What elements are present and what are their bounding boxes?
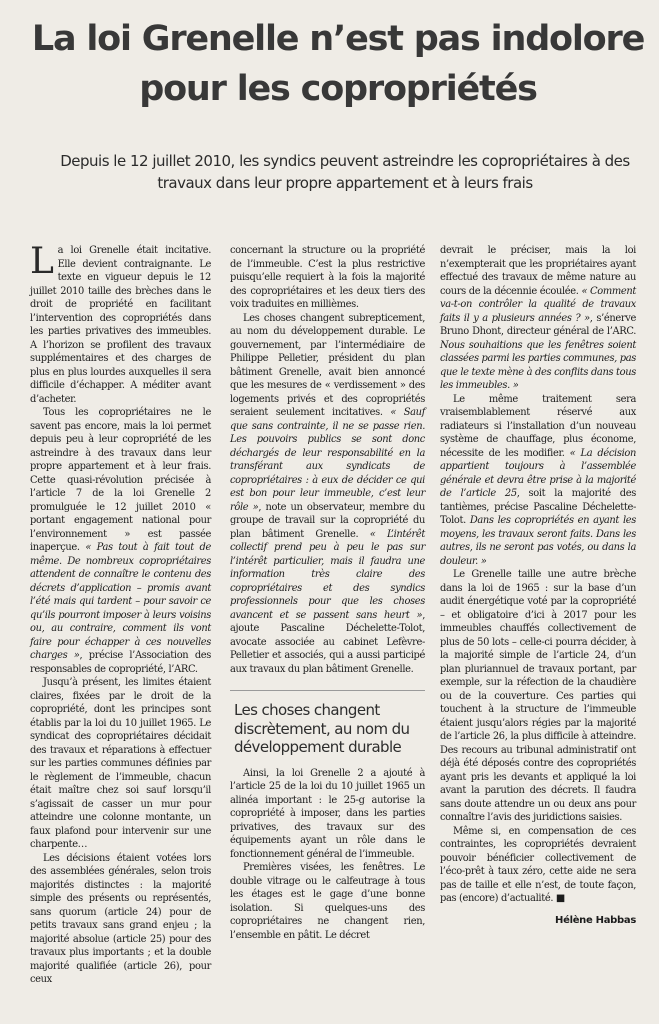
quote: « Sauf que sans contrainte, il ne se passe rien. Les pouvoirs publics se sont donc déchargés de leur responsabilité en la transférant aux syndicats de copropriétaires : à eux de décider ce qui est bon pour leur immeuble, c’est leur rôle »	[230, 407, 425, 513]
paragraph: Premières visées, les fenêtres. Le double vitrage ou le calfeutrage à tous les étages est le gage d’une bonne isolation. Si quelques-uns des copropriétaires ne changent rien, l’ensemble en pâtit. Le décret	[230, 862, 425, 941]
paragraph: La loi Grenelle était incitative. Elle devient contraignante. Le texte en vigueur depuis le 12 juillet 2010 taille des brèches dans le droit de propriété en facilitant l’intervention des copropriétés dans les parties privatives des immeubles. A l’horizon se profilent des travaux supplémentaires et des charges de plus en plus lourdes auxquelles il sera difficile d’échapper. A méditer avant d’acheter.	[30, 241, 211, 405]
paragraph: Le même traitement sera vraisemblablement réservé aux radiateurs si l’installation d’un nouveau système de chauffage, plus économe, nécessite de les modifier. « La décision appartient toujours à l’assemblée générale et devra être prise à la majorité de l’article 25, soit la majorité des tantièmes, précise Pascaline Déchelette-Tolot. Dans les copropriétés en ayant les moyens, les travaux seront faits. Dans les autres, ils ne seront pas votés, ou dans la douleur. »	[440, 393, 636, 567]
quote: « L’intérêt collectif prend peu à peu le pas sur l’intérêt particulier, mais il faudra une information très claire des copropriétaires et des syndics professionnels pour que les choses avancent et se passent sans heurt »	[230, 528, 425, 621]
paragraph: Les décisions étaient votées lors des assemblées générales, selon trois majorités distinctes : la majorité simple des présents ou représentés, sans quorum (article 24) pour de petits travaux sans grand enjeu ; la majorité absolue (article 25) pour des travaux plus importants ; et la double majorité qualifiée (article 26), pour ceux	[30, 852, 211, 985]
drop-cap: L	[30, 241, 54, 282]
quote: « Pas tout à fait tout de même. De nombreux copropriétaires attendent de connaître le contenu des décrets d’application – promis avant l’été mais qui tardent – pour savoir ce qu’ils pourront imposer à leurs voisins ou, au contraire, comment ils vont faire pour échapper à ces nouvelles charges »	[30, 542, 211, 661]
paragraph: Les choses changent subrepticement, au nom du développement durable. Le gouvernement, par l’intermédiaire de Philippe Pelletier, président du plan bâtiment Grenelle, avait bien annoncé que les mesures de « verdissement » des logements privés et des copropriétés seraient seulement incitatives. « Sauf que sans contrainte, il ne se passe rien. Les pouvoirs publics se sont donc déchargés de leur responsabilité en la transférant aux syndicats de copropriétaires : à eux de décider ce qui est bon pour leur immeuble, c’est leur rôle », note un observateur, membre du groupe de travail sur la copropriété du plan bâtiment Grenelle. « L’intérêt collectif prend peu à peu le pas sur l’intérêt particulier, mais il faudra une information très claire des copropriétaires et des syndics professionnels pour que les choses avancent et se passent sans heurt », ajoute Pascaline Déchelette-Tolot, avocate associée au cabinet Lefèvre-Pelletier et associés, qui a aussi participé aux travaux du plan bâtiment Grenelle.	[230, 312, 426, 675]
headline: La loi Grenelle n’est pas indolore pour les copropriétés	[31, 19, 645, 109]
article-column-3	[440, 244, 636, 927]
paragraph: devrait le préciser, mais la loi n’exempterait que les propriétaires ayant effectué des travaux de même nature au cours de la décennie écoulée. « Comment va-t-on contrôler la qualité de travaux faits il y a plusieurs années ? », s’énerve Bruno Dhont, directeur général de l’ARC. Nous souhaitions que les fenêtres soient classées parmi les parties communes, pas que le texte mène à des conflits dans tous les immeubles. »	[440, 245, 636, 391]
crosshead: Les choses changent discrètement, au nom du développement durable	[230, 690, 425, 757]
byline: Hélène Habbas	[555, 914, 636, 926]
quote: « La décision appartient toujours à l’assemblée générale et devra être prise à la majorité de l’article 25	[440, 447, 636, 499]
article-column-2	[230, 244, 425, 942]
paragraph: Tous les copropriétaires ne le savent pas encore, mais la loi permet depuis peu à leur copropriété de les astreindre à des travaux dans leur propre appartement et à leur frais. Cette quasi-révolution précisée à l’article 7 de la loi Grenelle 2 promulguée le 12 juillet 2010 « portant engagement national pour l’environnement » est passée inaperçue. « Pas tout à fait tout de même. De nombreux copropriétaires attendent de connaître le contenu des décrets d’application – promis avant l’été mais qui tardent – pour savoir ce qu’ils pourront imposer à leurs voisins ou, au contraire, comment ils vont faire pour échapper à ces nouvelles charges », précise l’Association des responsables de copropriété, l’ARC.	[30, 407, 212, 675]
paragraph: concernant la structure ou la propriété de l’immeuble. C’est la plus restrictive puisqu’elle requiert à la fois la majorité des copropriétaires et les deux tiers des voix traduites en millièmes.	[230, 245, 425, 310]
article-column-1	[30, 241, 212, 987]
paragraph: Même si, en compensation de ces contraintes, les copropriétés devraient pouvoir bénéficier collectivement de l’éco-prêt à taux zéro, cette aide ne sera pas de taille et elle n’est, de toute façon, pas (encore) d’actualité. ■	[440, 825, 636, 904]
paragraph: Le Grenelle taille une autre brèche dans la loi de 1965 : sur la base d’un audit énergétique voté par la copropriété – et obligatoire d’ici à 2017 pour les immeubles chauffés collectivement de plus de 50 lots – celle-ci pourra décider, à la majorité simple de l’article 24, d’un plan pluriannuel de travaux portant, par exemple, sur la réfection de la chaudière ou de la couverture. Ces parties qui touchent à la structure de l’immeuble étaient jusqu’alors régies par la majorité de l’article 26, la plus difficile à atteindre. Des recours au tribunal administratif ont déjà été déposés contre des copropriétés ayant pris les devants et appliqué la loi avant la parution des décrets. Il faudra sans doute attendre un ou deux ans pour connaître l’avis des juridictions saisies.	[440, 569, 636, 823]
end-mark-icon: ■	[555, 893, 565, 904]
paragraph: Ainsi, la loi Grenelle 2 a ajouté à l’article 25 de la loi du 10 juillet 1965 un alinéa important : le 25-g autorise la copropriété à imposer, dans les parties privatives, des travaux sur des équipements ayant un rôle dans le fonctionnement général de l’immeuble.	[230, 767, 425, 860]
paragraph: Jusqu’à présent, les limites étaient claires, fixées par le droit de la copropriété, dont les principes sont établis par la loi du 10 juillet 1965. Le syndicat des copropriétaires décidait des travaux et réparations à effectuer sur les parties communes définies par le règlement de l’immeuble, chacun était maître chez soi sauf lorsqu’il s’agissait de casser un mur pour atteindre une colonne montante, un faux plafond pour intervenir sur une charpente…	[30, 677, 211, 850]
quote: « Comment va-t-on contrôler la qualité de travaux faits il y a plusieurs années ? »	[440, 285, 636, 324]
quote: Nous souhaitions que les fenêtres soient classées parmi les parties communes, pas que le texte mène à des conflits dans tous les immeubles. »	[440, 339, 636, 391]
deck: Depuis le 12 juillet 2010, les syndics peuvent astreindre les copropriétaires à des travaux dans leur propre appartement et à leurs frais	[60, 152, 630, 192]
quote: Dans les copropriétés en ayant les moyens, les travaux seront faits. Dans les autres, ils ne seront pas votés, ou dans la douleur. »	[440, 515, 636, 567]
